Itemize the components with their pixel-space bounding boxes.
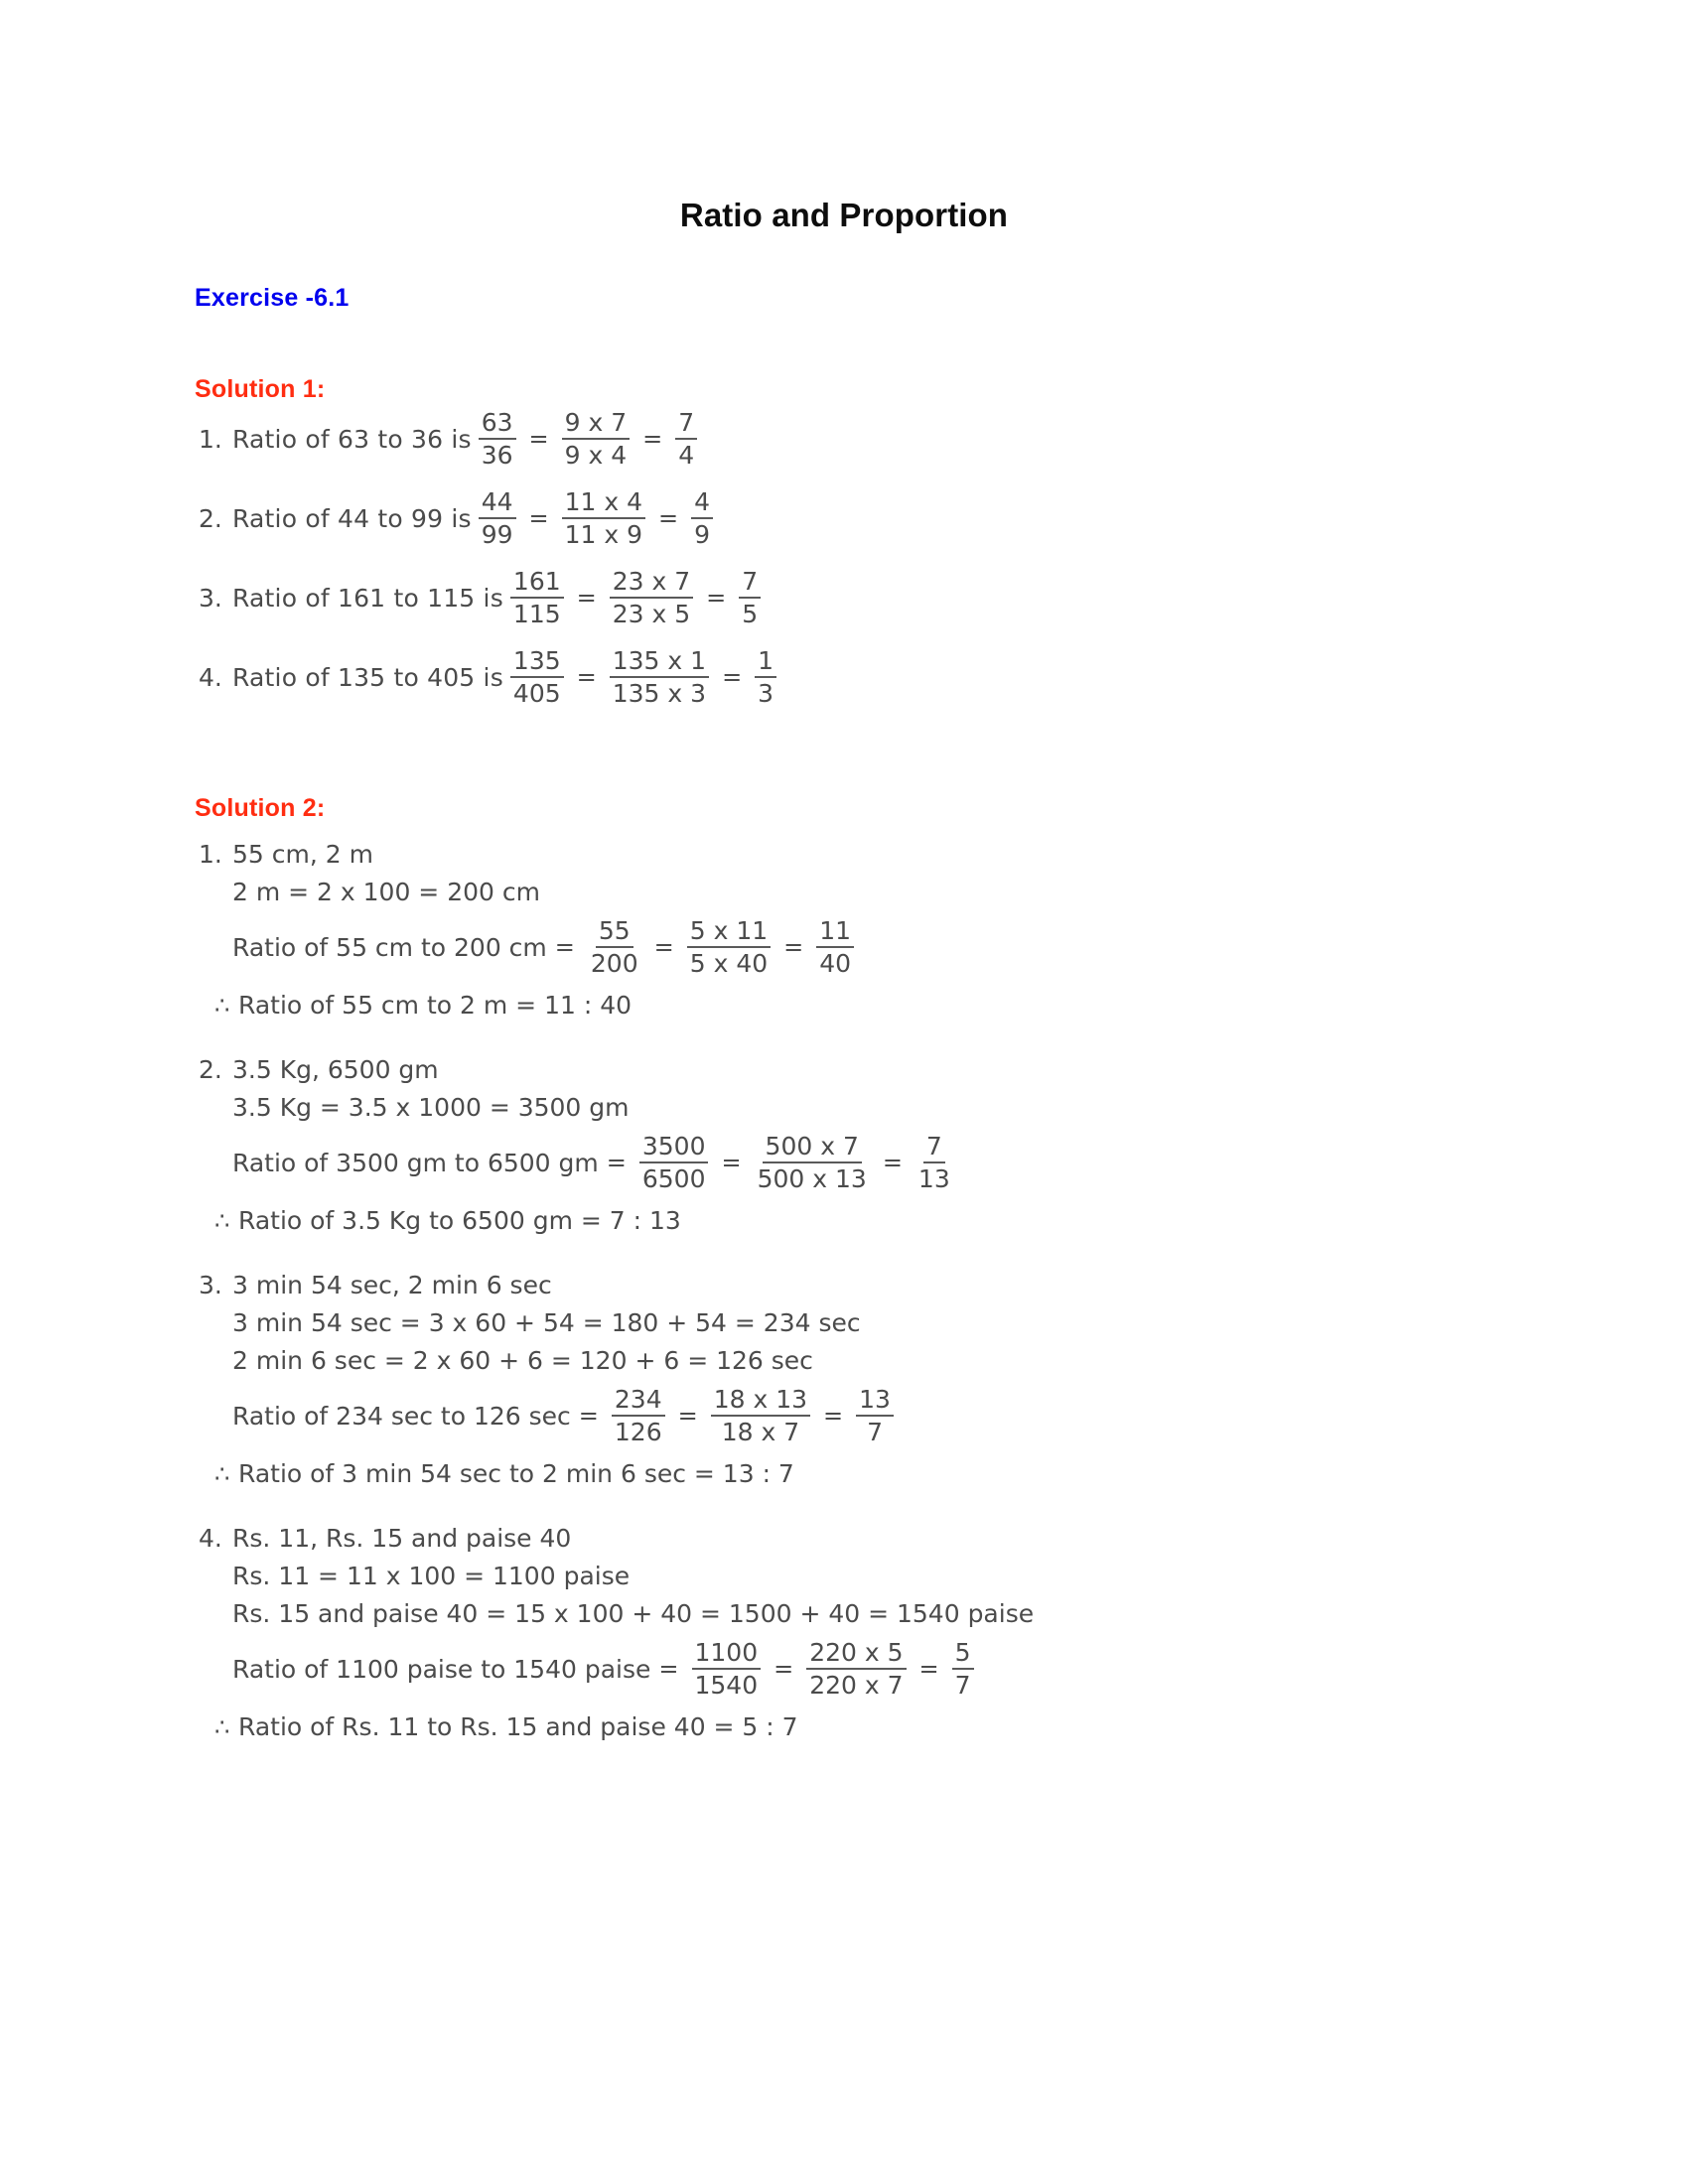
given-quantities: Rs. 11, Rs. 15 and paise 40: [232, 1524, 572, 1553]
fraction-original: [479, 488, 516, 548]
equals-sign: =: [658, 504, 679, 532]
denominator: 200: [590, 949, 638, 978]
given-line: [199, 1526, 1034, 1551]
item-lead-text: Ratio of 63 to 36 is: [232, 424, 472, 454]
equals-sign: =: [653, 933, 674, 961]
fraction-factored: [806, 1639, 906, 1699]
given-quantities: 3 min 54 sec, 2 min 6 sec: [232, 1271, 552, 1299]
therefore-symbol: ∴: [214, 1206, 230, 1235]
numerator: 9 x 7: [562, 409, 631, 440]
numerator: 135: [510, 647, 564, 678]
equals-sign: =: [528, 425, 549, 453]
solution-2-item: [199, 842, 1034, 1018]
numerator: 63: [479, 409, 516, 440]
denominator: 36: [481, 441, 513, 470]
item-marker: 3.: [199, 583, 222, 613]
denominator: 220 x 7: [809, 1671, 904, 1700]
item-marker: 1.: [199, 424, 222, 454]
numerator: 3500: [639, 1133, 709, 1163]
denominator: 23 x 5: [612, 600, 691, 628]
given-line: [199, 1273, 1034, 1297]
fraction-original: [639, 1133, 709, 1192]
numerator: 1: [755, 647, 776, 678]
denominator: 13: [917, 1164, 950, 1193]
equals-sign: =: [721, 1149, 742, 1176]
fraction-original: [692, 1639, 762, 1699]
conversion-line: [199, 1095, 1034, 1120]
fraction-result: [691, 488, 713, 548]
fraction-result: [816, 917, 854, 977]
numerator: 7: [923, 1133, 945, 1163]
equals-sign: =: [783, 933, 804, 961]
numerator: 5: [952, 1639, 974, 1670]
numerator: 234: [612, 1386, 665, 1417]
conversion-text: 3 min 54 sec = 3 x 60 + 54 = 180 + 54 = 234 sec: [232, 1308, 861, 1337]
fraction-factored: [610, 568, 693, 627]
fraction-factored: [711, 1386, 810, 1445]
denominator: 4: [678, 441, 695, 470]
equals-sign: =: [677, 1402, 698, 1430]
equals-sign: =: [774, 1655, 794, 1683]
fraction-original: [479, 409, 516, 469]
numerator: 500 x 7: [763, 1133, 862, 1163]
given-quantities: 3.5 Kg, 6500 gm: [232, 1055, 439, 1084]
exercise-heading: Exercise -6.1: [195, 284, 350, 312]
conversion-text: 2 min 6 sec = 2 x 60 + 6 = 120 + 6 = 126 sec: [232, 1346, 813, 1375]
fraction-original: [588, 917, 641, 977]
equals-sign: =: [823, 1402, 844, 1430]
equals-sign: =: [882, 1149, 903, 1176]
conversion-line: [199, 1564, 1034, 1588]
numerator: 1100: [692, 1639, 762, 1670]
conclusion-line: [199, 1714, 1034, 1739]
equals-sign: =: [722, 663, 743, 691]
numerator: 135 x 1: [610, 647, 709, 678]
solution-2-item: [199, 1057, 1034, 1233]
fraction-result: [675, 409, 697, 469]
conclusion-text: Ratio of 55 cm to 2 m = 11 : 40: [238, 991, 633, 1020]
solution-1-item: [199, 647, 783, 707]
equals-sign: =: [658, 1655, 679, 1683]
equals-sign: =: [578, 1402, 599, 1430]
solution-1-item: [199, 568, 783, 627]
numerator: 55: [596, 917, 633, 948]
ratio-computation-line: [199, 1133, 1034, 1192]
ratio-lead-text: Ratio of 55 cm to 200 cm: [232, 932, 547, 962]
item-marker: 3.: [199, 1271, 222, 1299]
fraction-result: [755, 647, 776, 707]
conversion-line: [199, 880, 1034, 904]
denominator: 500 x 13: [757, 1164, 867, 1193]
given-line: [199, 842, 1034, 867]
denominator: 9: [694, 520, 711, 549]
conclusion-line: [199, 1461, 1034, 1486]
ratio-computation-line: [199, 1639, 1034, 1699]
fraction-result: [856, 1386, 894, 1445]
fraction-factored: [610, 647, 709, 707]
item-marker: 4.: [199, 1524, 222, 1553]
numerator: 7: [739, 568, 761, 599]
solution-1-item: [199, 488, 783, 548]
solution-2-math-block: [199, 842, 1034, 1739]
conversion-text: 3.5 Kg = 3.5 x 1000 = 3500 gm: [232, 1093, 630, 1122]
conclusion-text: Ratio of Rs. 11 to Rs. 15 and paise 40 = 5 : 7: [238, 1712, 798, 1741]
denominator: 40: [819, 949, 852, 978]
conclusion-text: Ratio of 3.5 Kg to 6500 gm = 7 : 13: [238, 1206, 681, 1235]
item-lead-text: Ratio of 44 to 99 is: [232, 503, 472, 533]
denominator: 7: [954, 1671, 971, 1700]
fraction-factored: [755, 1133, 870, 1192]
denominator: 7: [867, 1418, 884, 1446]
equals-sign: =: [554, 933, 575, 961]
denominator: 18 x 7: [721, 1418, 800, 1446]
fraction-factored: [562, 488, 645, 548]
ratio-lead-text: Ratio of 1100 paise to 1540 paise: [232, 1654, 651, 1684]
given-quantities: 55 cm, 2 m: [232, 840, 373, 869]
numerator: 161: [510, 568, 564, 599]
numerator: 4: [691, 488, 713, 519]
ratio-computation-line: [199, 1386, 1034, 1445]
therefore-symbol: ∴: [214, 1712, 230, 1741]
numerator: 11: [816, 917, 854, 948]
denominator: 99: [481, 520, 513, 549]
equals-sign: =: [528, 504, 549, 532]
solution-2-item: [199, 1526, 1034, 1739]
numerator: 220 x 5: [806, 1639, 906, 1670]
fraction-result: [739, 568, 761, 627]
denominator: 115: [512, 600, 561, 628]
fraction-original: [510, 647, 564, 707]
therefore-symbol: ∴: [214, 1459, 230, 1488]
solution-2-item: [199, 1273, 1034, 1486]
numerator: 5 x 11: [687, 917, 771, 948]
fraction-factored: [687, 917, 771, 977]
conversion-text: Rs. 11 = 11 x 100 = 1100 paise: [232, 1562, 631, 1590]
denominator: 9 x 4: [564, 441, 628, 470]
item-lead-text: Ratio of 161 to 115 is: [232, 583, 503, 613]
fraction-factored: [562, 409, 631, 469]
solution-1-math-block: [199, 409, 783, 707]
equals-sign: =: [706, 584, 727, 612]
equals-sign: =: [576, 584, 597, 612]
item-marker: 4.: [199, 662, 222, 692]
numerator: 18 x 13: [711, 1386, 810, 1417]
numerator: 23 x 7: [610, 568, 693, 599]
solution-1-item: [199, 409, 783, 469]
therefore-symbol: ∴: [214, 991, 230, 1020]
conversion-line: [199, 1601, 1034, 1626]
given-line: [199, 1057, 1034, 1082]
numerator: 13: [856, 1386, 894, 1417]
page-title: Ratio and Proportion: [679, 197, 1009, 233]
conversion-text: 2 m = 2 x 100 = 200 cm: [232, 878, 540, 906]
denominator: 126: [614, 1418, 662, 1446]
equals-sign: =: [918, 1655, 939, 1683]
denominator: 6500: [641, 1164, 706, 1193]
conversion-line: [199, 1348, 1034, 1373]
conversion-text: Rs. 15 and paise 40 = 15 x 100 + 40 = 1500 + 40 = 1540 paise: [232, 1599, 1035, 1628]
fraction-original: [510, 568, 564, 627]
conclusion-line: [199, 993, 1034, 1018]
item-marker: 2.: [199, 1055, 222, 1084]
ratio-lead-text: Ratio of 3500 gm to 6500 gm: [232, 1148, 599, 1177]
denominator: 5: [742, 600, 759, 628]
conclusion-text: Ratio of 3 min 54 sec to 2 min 6 sec = 13 : 7: [238, 1459, 794, 1488]
denominator: 135 x 3: [612, 679, 707, 708]
numerator: 7: [675, 409, 697, 440]
ratio-computation-line: [199, 917, 1034, 977]
denominator: 3: [758, 679, 774, 708]
equals-sign: =: [642, 425, 663, 453]
numerator: 44: [479, 488, 516, 519]
solution-2-heading: Solution 2:: [195, 794, 326, 822]
item-marker: 1.: [199, 840, 222, 869]
equals-sign: =: [606, 1149, 627, 1176]
denominator: 405: [512, 679, 561, 708]
denominator: 5 x 40: [689, 949, 769, 978]
item-marker: 2.: [199, 503, 222, 533]
conclusion-line: [199, 1208, 1034, 1233]
conversion-line: [199, 1310, 1034, 1335]
denominator: 11 x 9: [564, 520, 643, 549]
solution-1-heading: Solution 1:: [195, 375, 326, 403]
ratio-lead-text: Ratio of 234 sec to 126 sec: [232, 1401, 571, 1431]
item-lead-text: Ratio of 135 to 405 is: [232, 662, 503, 692]
fraction-result: [952, 1639, 974, 1699]
equals-sign: =: [576, 663, 597, 691]
fraction-original: [612, 1386, 665, 1445]
denominator: 1540: [694, 1671, 759, 1700]
fraction-result: [915, 1133, 953, 1192]
numerator: 11 x 4: [562, 488, 645, 519]
